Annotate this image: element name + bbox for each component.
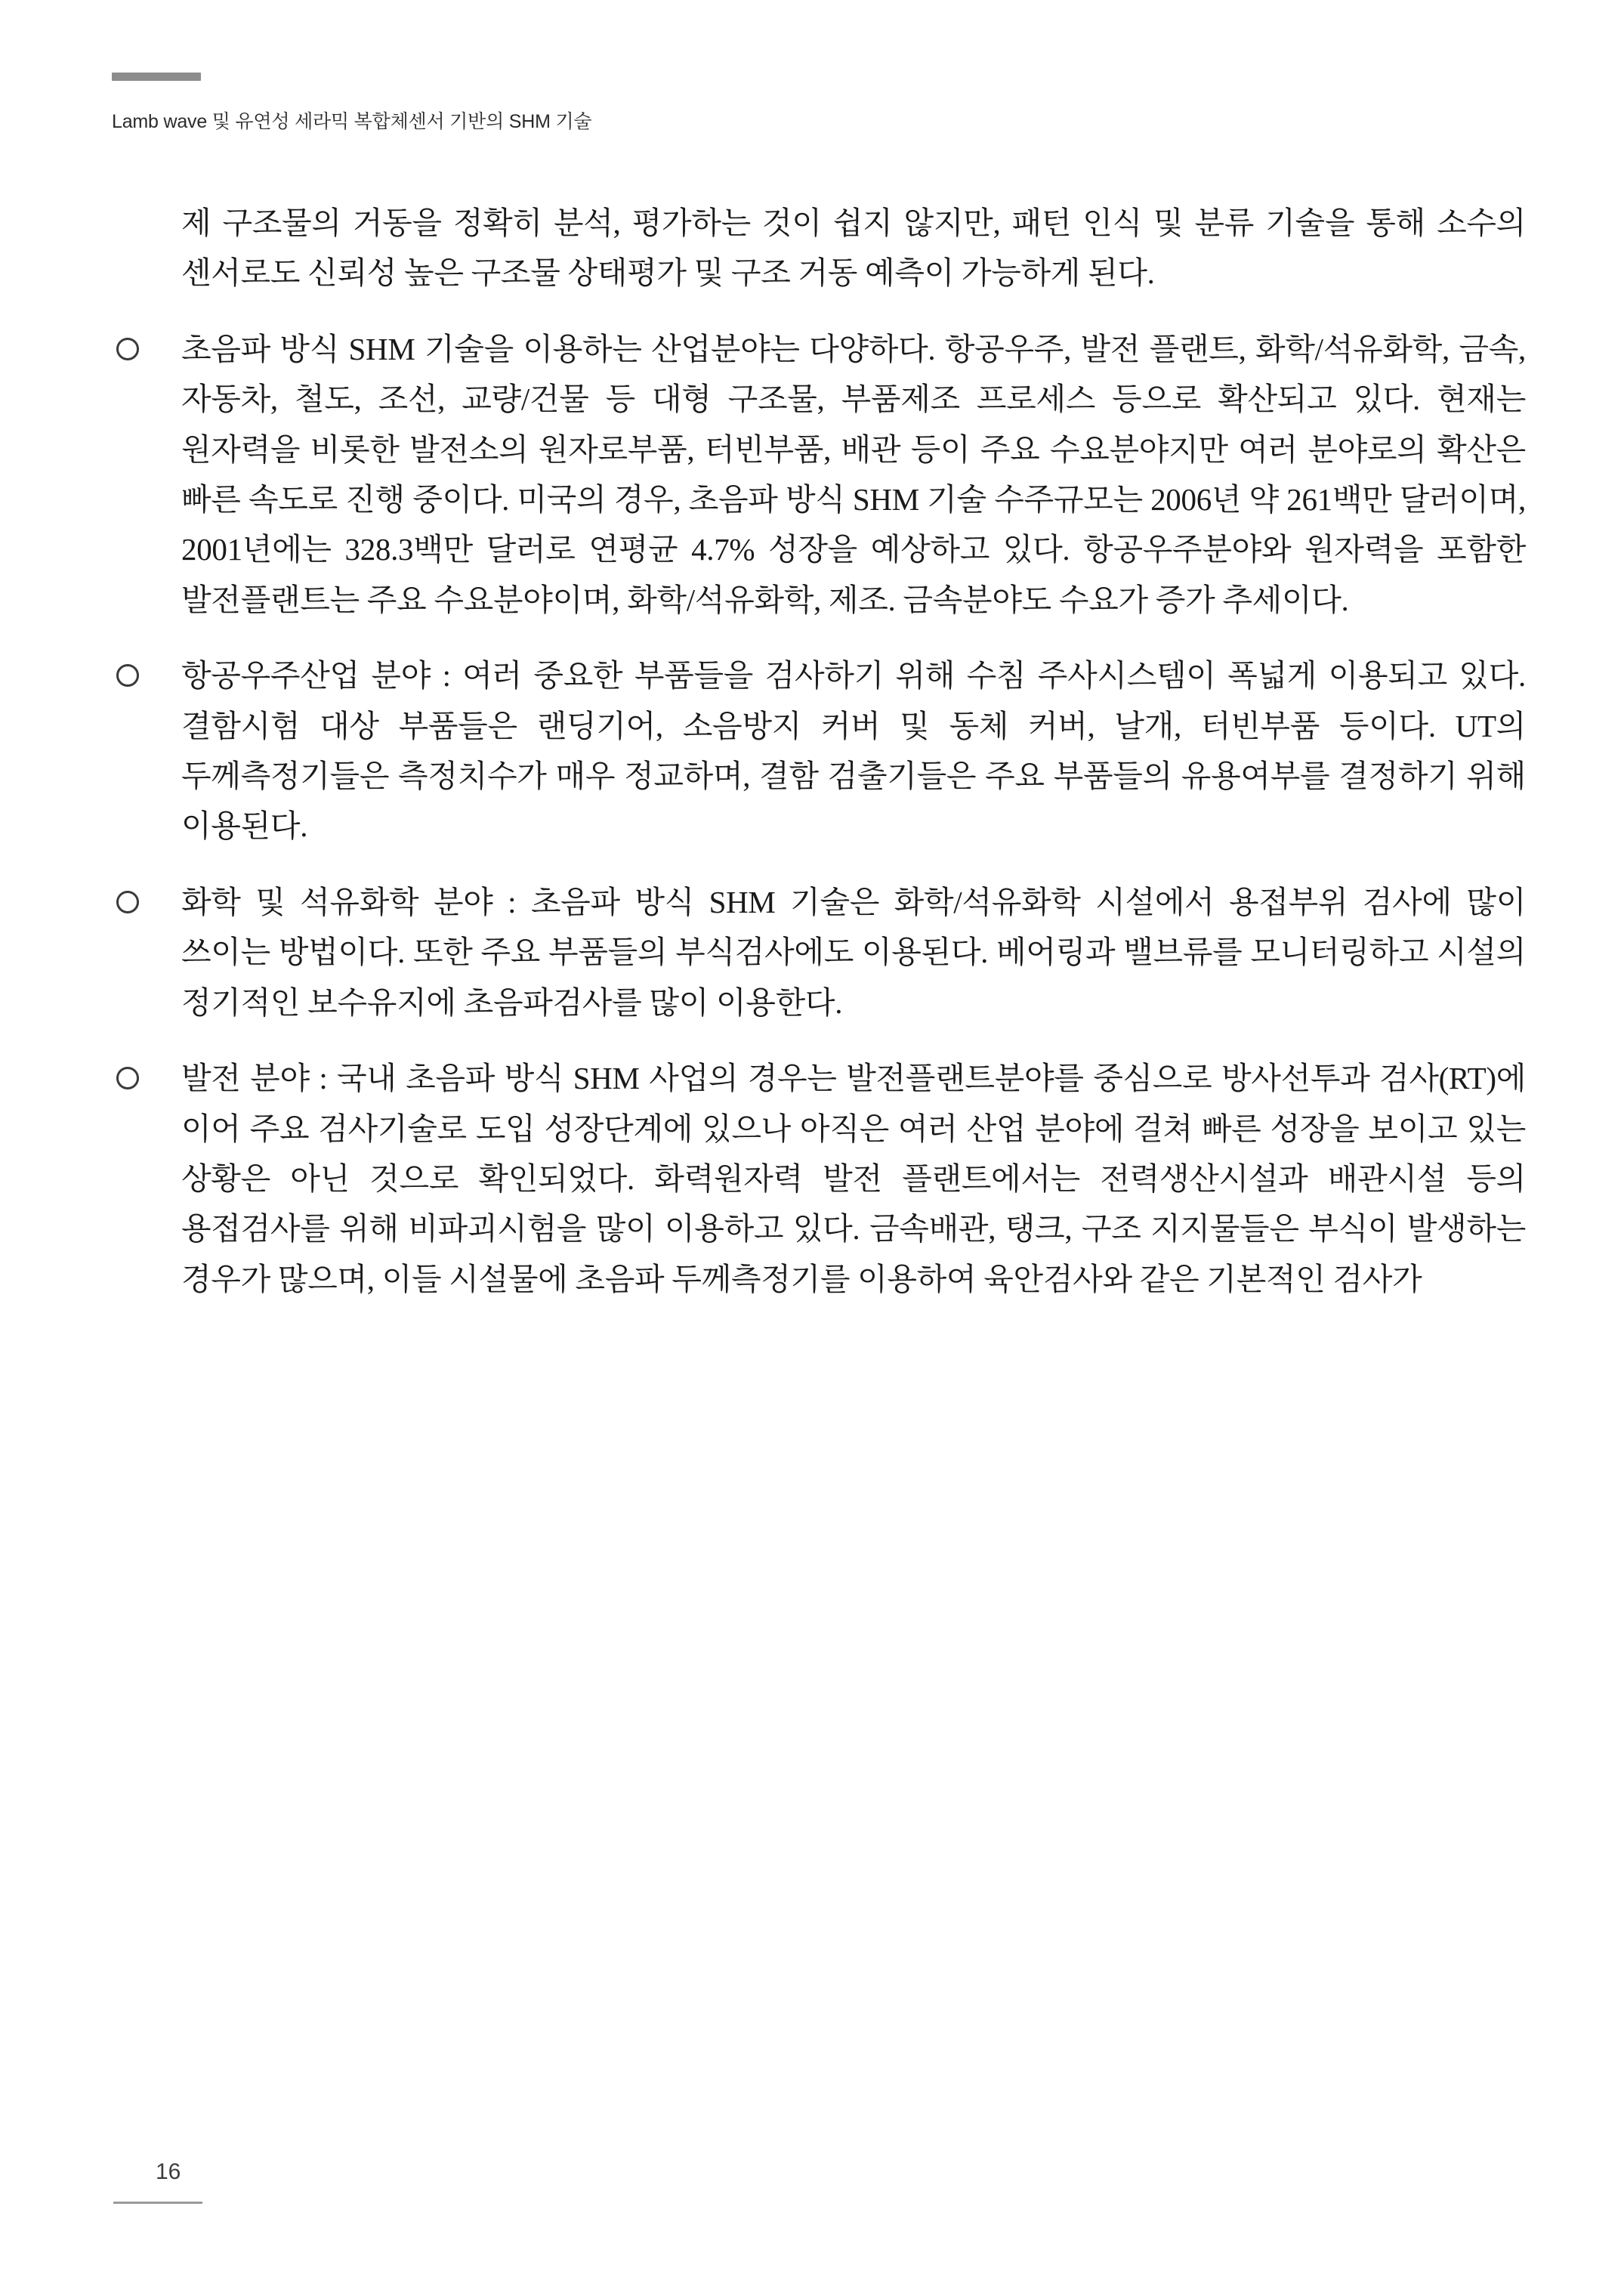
circle-bullet-icon [116,338,139,360]
paragraph-text: 초음파 방식 SHM 기술을 이용하는 산업분야는 다양하다. 항공우주, 발전 플랜트, 화학/석유화학, 금속, 자동차, 철도, 조선, 교량/건물 등 대형 구조물, 부품제조 프로세스 등으로 확산되고 있다. 현재는 원자력을 비롯한 발전소의 원자로부품, 터빈부품, 배관 등이 주요 수요분야지만 여러 분야로의 확산은 빠른 속도로 진행 중이다. 미국의 경우, 초음파 방식 SHM 기술 수주규모는 2006년 약 261백만 달러이며, 2001년에는 328.3백만 달러로 연평균 4.7% 성장을 예상하고 있다. 항공우주분야와 원자력을 포함한 발전플랜트는 주요 수요분야이며, 화학/석유화학, 제조. 금속분야도 수요가 증가 추세이다. [181,331,1526,617]
page-number: 16 [156,2159,181,2184]
circle-bullet-icon [116,664,139,687]
paragraph [113,651,1526,851]
paragraph-text: 발전 분야 : 국내 초음파 방식 SHM 사업의 경우는 발전플랜트분야를 중심으로 방사선투과 검사(RT)에 이어 주요 검사기술로 도입 성장단계에 있으나 아직은 여러 산업 분야에 걸쳐 빠른 성장을 보이고 있는 상황은 아닌 것으로 확인되었다. 화력원자력 발전 플랜트에서는 전력생산시설과 배관시설 등의 용접검사를 위해 비파괴시험을 많이 이용하고 있다. 금속배관, 탱크, 구조 지지물들은 부식이 발생하는 경우가 많으며, 이들 시설물에 초음파 두께측정기를 이용하여 육안검사와 같은 기본적인 검사가 [181,1061,1526,1296]
header-rule [112,73,201,81]
paragraph [113,1053,1526,1304]
page-footer [113,2159,1518,2204]
paragraph [113,198,1526,298]
page-body [113,198,1526,1304]
running-head: Lamb wave 및 유연성 세라믹 복합체센서 기반의 SHM 기술 [112,111,592,132]
paragraph [113,324,1526,625]
footer-rule [113,2202,202,2204]
paragraph-text: 제 구조물의 거동을 정확히 분석, 평가하는 것이 쉽지 않지만, 패턴 인식 및 분류 기술을 통해 소수의 센서로도 신뢰성 높은 구조물 상태평가 및 구조 거동 예측이 가능하게 된다. [181,206,1526,291]
circle-bullet-icon [116,891,139,913]
paragraph-text: 항공우주산업 분야 : 여러 중요한 부품들을 검사하기 위해 수침 주사시스템이 폭넓게 이용되고 있다. 결함시험 대상 부품들은 랜딩기어, 소음방지 커버 및 동체 커버, 날개, 터빈부품 등이다. UT의 두께측정기들은 측정치수가 매우 정교하며, 결함 검출기들은 주요 부품들의 유용여부를 결정하기 위해 이용된다. [181,658,1526,844]
page-header [112,73,1517,134]
paragraph-text: 화학 및 석유화학 분야 : 초음파 방식 SHM 기술은 화학/석유화학 시설에서 용접부위 검사에 많이 쓰이는 방법이다. 또한 주요 부품들의 부식검사에도 이용된다. 베어링과 밸브류를 모니터링하고 시설의 정기적인 보수유지에 초음파검사를 많이 이용한다. [181,884,1526,1020]
circle-bullet-icon [116,1067,139,1089]
paragraph [113,877,1526,1028]
